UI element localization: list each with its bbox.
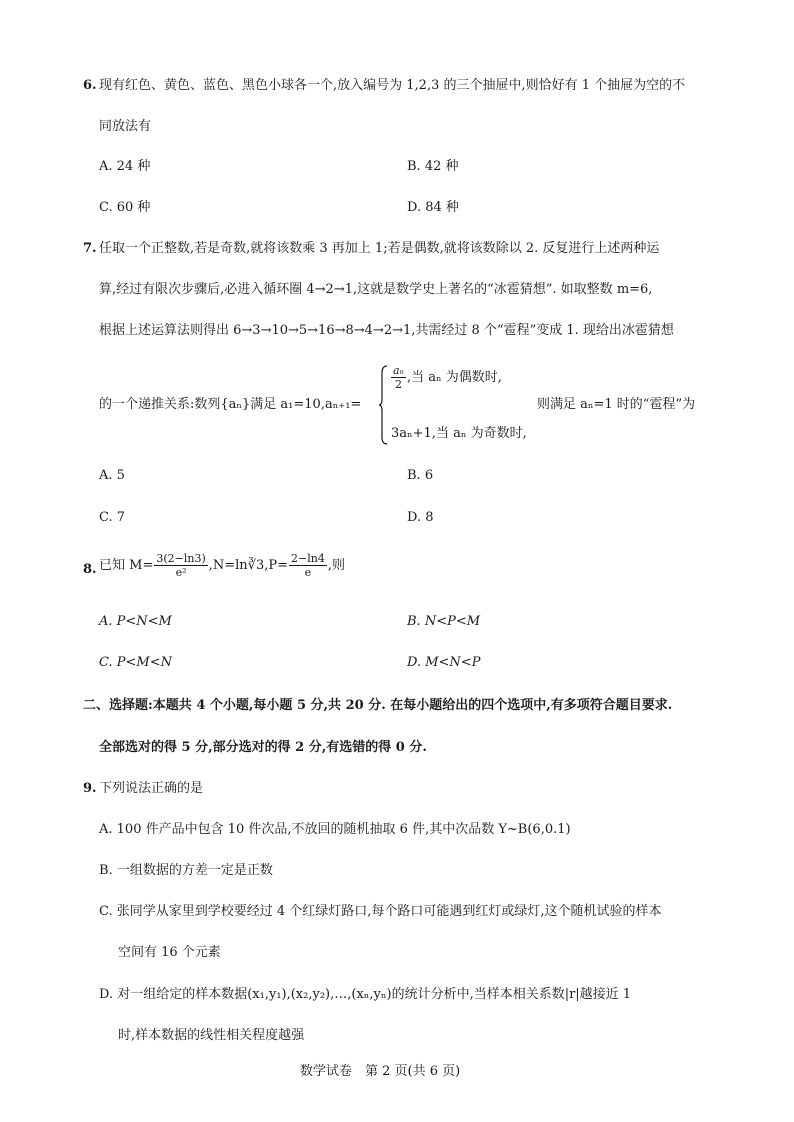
q7-stem-line3: 根据上述运算法则得出 6→3→10→5→16→8→4→2→1,共需经过 8 个“雹程”变成 1. 现给出冰雹猜想 (99, 323, 674, 338)
q9-stem: 下列说法正确的是 (99, 781, 204, 796)
q7-case-even-denominator: 2 (395, 378, 403, 391)
q6-stem-line2: 同放法有 (99, 119, 152, 134)
q6-option-a: A. 24 种 (99, 159, 151, 174)
q9-option-d-line2: 时,样本数据的线性相关程度越强 (118, 1028, 305, 1043)
piecewise-brace (378, 365, 388, 445)
q6-option-c: C. 60 种 (99, 200, 151, 215)
q7-case-even-condition: ,当 aₙ 为偶数时, (407, 370, 502, 385)
q8-p-numerator: 2−ln4 (291, 552, 325, 565)
q9-option-b: B. 一组数据的方差一定是正数 (99, 863, 273, 878)
section2-heading-line1: 二、选择题:本题共 4 个小题,每小题 5 分,共 20 分. 在每小题给出的四个选项中,有多项符合题目要求. (83, 698, 673, 713)
q7-option-b: B. 6 (407, 468, 434, 483)
q8-m-fraction (154, 552, 207, 579)
q9-number: 9. (83, 781, 97, 796)
q8-option-c: C. P<M<N (99, 655, 172, 670)
q8-m-numerator: 3(2−ln3) (156, 552, 206, 565)
q7-option-d: D. 8 (407, 510, 434, 525)
q8-number: 8. (83, 562, 97, 577)
q9-option-c-line2: 空间有 16 个元素 (118, 945, 221, 960)
q6-option-d: D. 84 种 (407, 200, 459, 215)
q7-recurrence-lead: 的一个递推关系:数列{aₙ}满足 a₁=10,aₙ₊₁= (99, 397, 362, 412)
q8-p-fraction (289, 552, 327, 579)
q6-number: 6. (83, 78, 97, 93)
q7-stem-tail: 则满足 aₙ=1 时的“雹程”为 (537, 397, 696, 412)
q7-number: 7. (83, 241, 97, 256)
page-footer: 数学试卷 第 2 页(共 6 页) (300, 1064, 461, 1079)
q8-option-d: D. M<N<P (407, 655, 481, 670)
q7-stem-line2: 算,经过有限次步骤后,必进入循环圈 4→2→1,这就是数学史上著名的“冰雹猜想”. 如取整数 m=6, (99, 282, 653, 297)
q7-case-odd: 3aₙ+1,当 aₙ 为奇数时, (391, 426, 527, 441)
q8-option-b: B. N<P<M (407, 614, 481, 629)
q9-option-c-line1: C. 张同学从家里到学校要经过 4 个红绿灯路口,每个路口可能遇到红灯或绿灯,这个随机试验的样本 (99, 904, 662, 919)
q6-stem-line1: 现有红色、黄色、蓝色、黑色小球各一个,放入编号为 1,2,3 的三个抽屉中,则恰好有 1 个抽屉为空的不 (99, 78, 686, 93)
q9-option-d-line1: D. 对一组给定的样本数据(x₁,y₁),(x₂,y₂),…,(xₙ,yₙ)的统计分析中,当样本相关系数|r|越接近 1 (99, 987, 632, 1002)
q6-option-b: B. 42 种 (407, 159, 459, 174)
q7-stem-line1: 任取一个正整数,若是奇数,就将该数乘 3 再加上 1;若是偶数,就将该数除以 2. 反复进行上述两种运 (99, 241, 660, 256)
q7-option-c: C. 7 (99, 510, 126, 525)
q7-option-a: A. 5 (99, 468, 125, 483)
q8-stem-tail: ,则 (327, 558, 345, 573)
section2-heading-line2: 全部选对的得 5 分,部分选对的得 2 分,有选错的得 0 分. (99, 740, 427, 755)
q8-stem-lead: 已知 M= (99, 558, 154, 573)
q7-case-even-fraction (391, 364, 406, 391)
q7-case-even (390, 364, 502, 391)
q8-m-denominator: e² (175, 566, 187, 579)
q8-option-a: A. P<N<M (99, 614, 172, 629)
q9-option-a: A. 100 件产品中包含 10 件次品,不放回的随机抽取 6 件,其中次品数 Y~B(6,0.1) (99, 822, 571, 837)
q8-stem (99, 552, 345, 579)
q7-case-even-numerator: aₙ (393, 364, 405, 377)
q8-p-denominator: e (304, 566, 312, 579)
q8-stem-middle: ,N=ln∛3,P= (208, 558, 289, 573)
